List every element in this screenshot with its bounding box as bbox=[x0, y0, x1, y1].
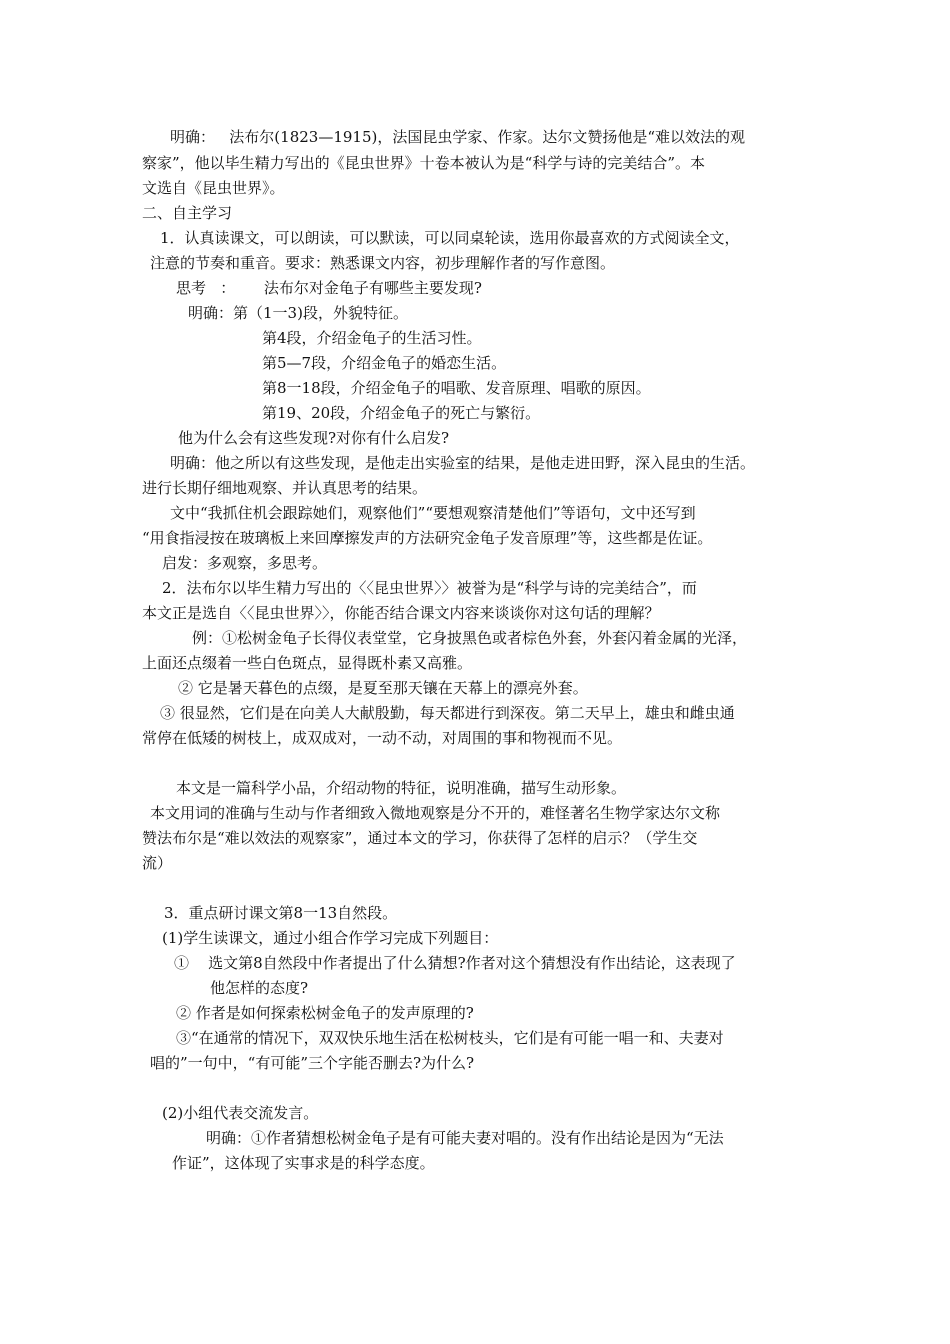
task-3-item-3-line-2: 唱的”一句中，“有可能”三个字能否删去?为什么? bbox=[150, 1054, 475, 1072]
task-3-item-3-line-1: ③“在通常的情况下，双双快乐地生活在松树枝头，它们是有可能一唱一和、夫妻对 bbox=[176, 1029, 724, 1047]
intro-line-2: 察家”，他以毕生精力写出的《昆虫世界》十卷本被认为是“科学与诗的完美结合”。本 bbox=[142, 154, 706, 172]
section-heading: 二、自主学习 bbox=[142, 204, 233, 222]
task-3-sub-1: (1)学生读课文，通过小组合作学习完成下列题目： bbox=[162, 929, 499, 947]
task-3-sub-2: (2)小组代表交流发言。 bbox=[162, 1104, 319, 1122]
answer-line-2: 第4段，介绍金龟子的生活习性。 bbox=[262, 329, 482, 347]
task-2-line-1: 2．法布尔以毕生精力写出的〈〈昆虫世界〉〉被誉为是“科学与诗的完美结合”，而 bbox=[162, 579, 697, 597]
task-3-item-2: ② 作者是如何探索松树金龟子的发声原理的? bbox=[176, 1004, 474, 1022]
example-line-3: ② 它是暑天暮色的点缀，是夏至那天镶在天幕上的漂亮外套。 bbox=[178, 679, 588, 697]
answer-line-1: 明确：第（1一3)段，外貌特征。 bbox=[188, 304, 408, 322]
reflection-line-1: 本文用词的准确与生动与作者细致入微地观察是分不开的，难怪著名生物学家达尔文称 bbox=[150, 804, 721, 822]
answer-line-4: 第8一18段，介绍金龟子的唱歌、发音原理、唱歌的原因。 bbox=[262, 379, 651, 397]
task-2-line-2: 本文正是选自〈〈昆虫世界〉〉，你能否结合课文内容来谈谈你对这句话的理解？ bbox=[142, 604, 660, 622]
task-1-line-2: 注意的节奏和重音。要求：熟悉课文内容，初步理解作者的写作意图。 bbox=[150, 254, 616, 272]
reflection-line-3: 流） bbox=[142, 854, 173, 872]
reflection-line-2: 赞法布尔是“难以效法的观察家”，通过本文的学习，你获得了怎样的启示？（学生交 bbox=[142, 829, 698, 847]
task-3-heading: 3．重点研讨课文第8一13自然段。 bbox=[164, 904, 398, 922]
intro-line-1: 明确： 法布尔(1823—1915)，法国昆虫学家、作家。达尔文赞扬他是“难以效法的观 bbox=[170, 128, 746, 146]
example-line-1: 例：①松树金龟子长得仪表堂堂，它身披黑色或者棕色外套，外套闪着金属的光泽， bbox=[192, 629, 748, 647]
think-question: 思考 ： 法布尔对金龟子有哪些主要发现? bbox=[176, 279, 482, 297]
task-3-item-1-line-2: 他怎样的态度? bbox=[210, 979, 309, 997]
final-answer-line-2: 作证”，这体现了实事求是的科学态度。 bbox=[172, 1154, 435, 1172]
task-3-item-1-line-1: ① 选文第8自然段中作者提出了什么猜想?作者对这个猜想没有作出结论，这表现了 bbox=[174, 954, 736, 972]
example-line-5: 常停在低矮的树枝上，成双成对，一动不动，对周围的事和物视而不见。 bbox=[142, 729, 623, 747]
clarify-line-2: 进行长期仔细地观察、并认真思考的结果。 bbox=[142, 479, 428, 497]
question-line: 他为什么会有这些发现?对你有什么启发? bbox=[178, 429, 450, 447]
task-1-line-1: 1．认真读课文，可以朗读，可以默读，可以同桌轮读，选用你最喜欢的方式阅读全文， bbox=[160, 229, 740, 247]
example-line-2: 上面还点缀着一些白色斑点，显得既朴素又高雅。 bbox=[142, 654, 473, 672]
answer-line-5: 第19、20段，介绍金龟子的死亡与繁衍。 bbox=[262, 404, 541, 422]
inspiration-line: 启发：多观察，多思考。 bbox=[162, 554, 328, 572]
final-answer-line-1: 明确：①作者猜想松树金龟子是有可能夫妻对唱的。没有作出结论是因为“无法 bbox=[206, 1129, 724, 1147]
intro-line-3: 文选自《昆虫世界》。 bbox=[142, 179, 285, 197]
evidence-line-2: “用食指浸按在玻璃板上来回摩擦发声的方法研究金龟子发音原理”等，这些都是佐证。 bbox=[142, 529, 713, 547]
example-line-4: ③ 很显然，它们是在向美人大献殷勤，每天都进行到深夜。第二天早上，雄虫和雌虫通 bbox=[160, 704, 735, 722]
clarify-line-1: 明确：他之所以有这些发现，是他走出实验室的结果，是他走进田野，深入昆虫的生活。 bbox=[170, 454, 756, 472]
answer-line-3: 第5—7段，介绍金龟子的婚恋生活。 bbox=[262, 354, 507, 372]
summary-line: 本文是一篇科学小品，介绍动物的特征，说明准确，描写生动形象。 bbox=[176, 779, 627, 797]
evidence-line-1: 文中“我抓住机会跟踪她们，观察他们”“要想观察清楚他们”等语句，文中还写到 bbox=[170, 504, 696, 522]
